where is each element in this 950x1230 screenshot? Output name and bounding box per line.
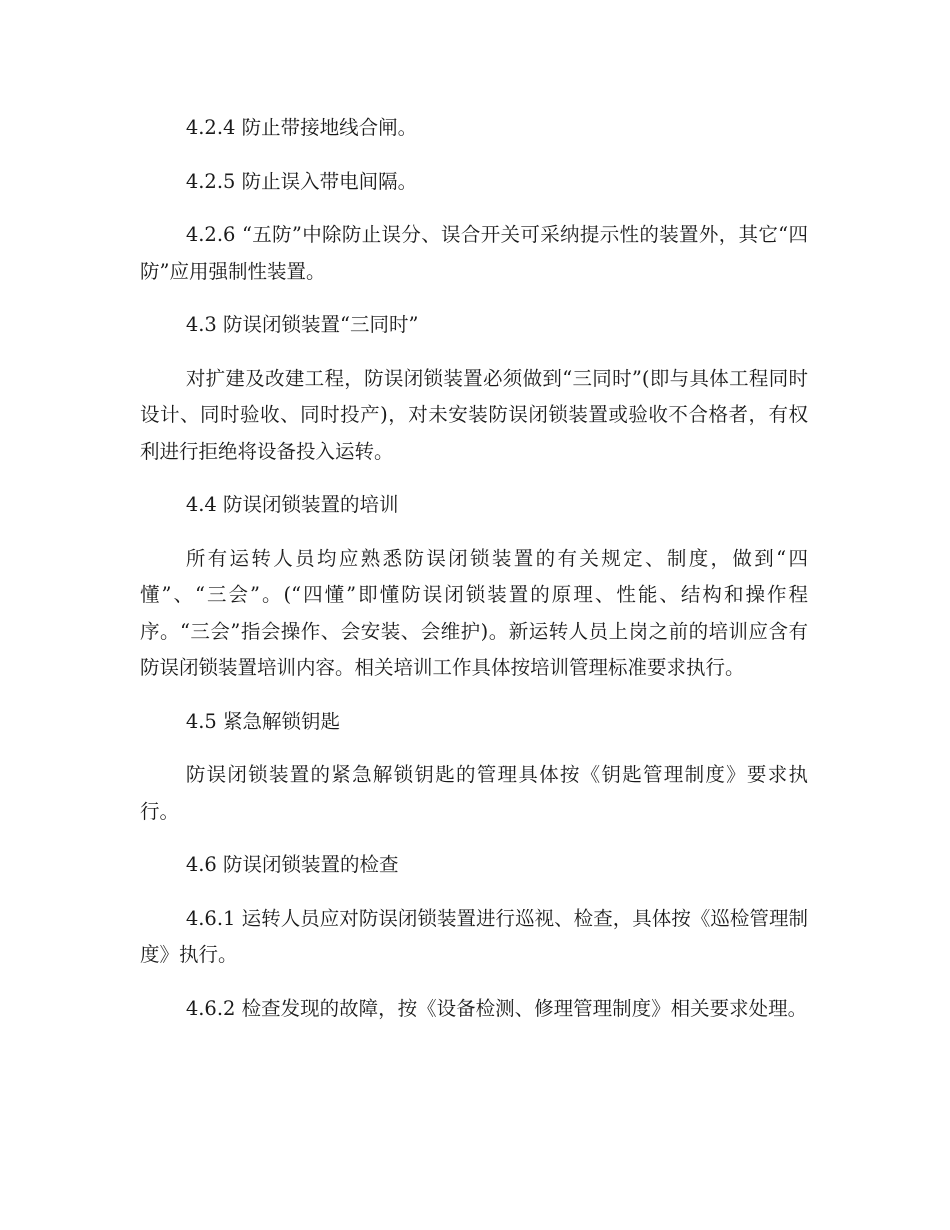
document-body: [140, 110, 808, 1044]
clause-4-2-6: 4.2.6 “五防”中除防止误分、误合开关可采纳提示性的装置外，其它“四防”应用强制性装置。: [140, 223, 808, 283]
clause-4-2-5: 4.2.5 防止误入带电间隔。: [185, 169, 418, 193]
section-4-3-body: 对扩建及改建工程，防误闭锁装置必须做到“三同时”(即与具体工程同时设计、同时验收、同时投产)，对未安装防误闭锁装置或验收不合格者，有权利进行拒绝将设备投入运转。: [140, 366, 808, 463]
section-4-3-heading: 4.3 防误闭锁装置“三同时”: [185, 313, 419, 336]
clause-4-2-4: 4.2.4 防止带接地线合闸。: [185, 116, 418, 139]
clause-4-6-1: 4.6.1 运转人员应对防误闭锁装置进行巡视、检查，具体按《巡检管理制度》执行。: [140, 906, 808, 966]
section-4-4-heading: 4.4 防误闭锁装置的培训: [185, 493, 399, 516]
section-4-5-heading: 4.5 紧急解锁钥匙: [185, 709, 341, 733]
section-4-6-heading: 4.6 防误闭锁装置的检查: [185, 853, 399, 876]
clause-4-6-2: 4.6.2 检查发现的故障，按《设备检测、修理管理制度》相关要求处理。: [185, 996, 808, 1020]
section-4-5-body: 防误闭锁装置的紧急解锁钥匙的管理具体按《钥匙管理制度》要求执行。: [140, 763, 808, 823]
section-4-4-body: 所有运转人员均应熟悉防误闭锁装置的有关规定、制度，做到“四懂”、“三会”。(“四懂”即懂防误闭锁装置的原理、性能、结构和操作程序。“三会”指会操作、会安装、会维护)。新运转人员上岗之前的培训应含有防误闭锁装置培训内容。相关培训工作具体按培训管理标准要求执行。: [140, 546, 808, 679]
